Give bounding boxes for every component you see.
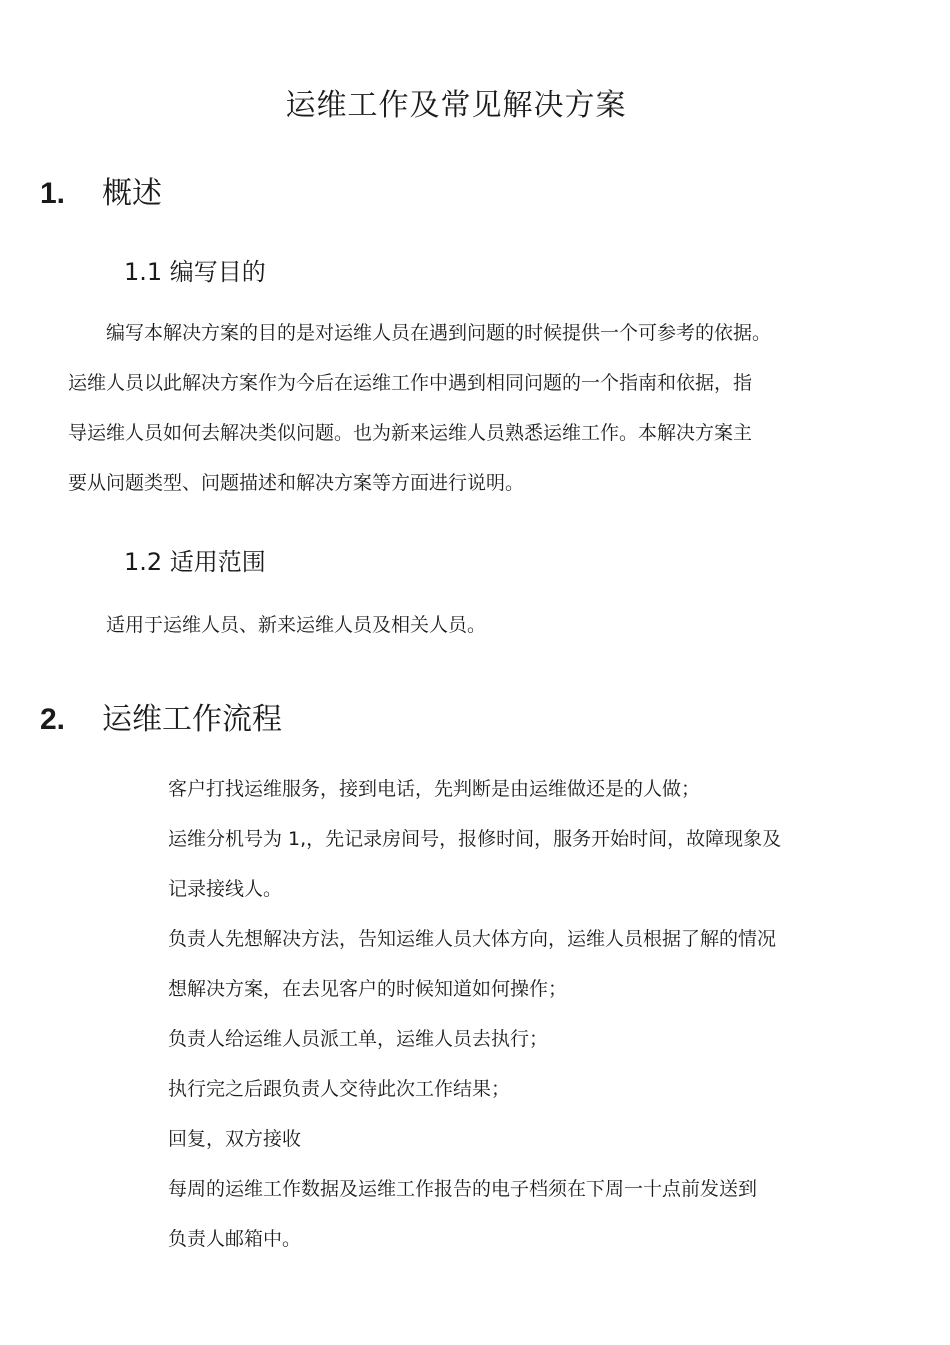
workflow-line: 每周的运维工作数据及运维工作报告的电子档须在下周一十点前发送到: [168, 1178, 758, 1200]
workflow-line: 回复，双方接收: [168, 1128, 302, 1150]
document-title: 运维工作及常见解决方案: [285, 88, 627, 123]
section-2-heading: [40, 694, 282, 738]
subsection-1-1-paragraph: [68, 308, 848, 508]
subsection-1-2-paragraph: [68, 600, 848, 650]
subsection-1-2-heading: 1.2 适用范围: [124, 548, 266, 576]
paragraph-line: 编写本解决方案的目的是对运维人员在遇到问题的时候提供一个可参考的依据。: [106, 322, 772, 344]
workflow-line: 运维分机号为 1,，先记录房间号，报修时间，服务开始时间，故障现象及: [168, 828, 782, 850]
section-1-heading: [40, 168, 162, 212]
workflow-line: 负责人邮箱中。: [168, 1228, 302, 1250]
paragraph-line: 适用于运维人员、新来运维人员及相关人员。: [106, 614, 487, 636]
paragraph-line: 运维人员以此解决方案作为今后在运维工作中遇到相同问题的一个指南和依据，指: [68, 372, 753, 394]
workflow-line: 负责人先想解决方法，告知运维人员大体方向，运维人员根据了解的情况: [168, 928, 777, 950]
workflow-line: 执行完之后跟负责人交待此次工作结果；: [168, 1078, 511, 1100]
paragraph-line: 导运维人员如何去解决类似问题。也为新来运维人员熟悉运维工作。本解决方案主: [68, 422, 753, 444]
workflow-line: 想解决方案，在去见客户的时候知道如何操作；: [168, 978, 568, 1000]
workflow-line: 负责人给运维人员派工单，运维人员去执行；: [168, 1028, 549, 1050]
subsection-1-1-heading: 1.1 编写目的: [124, 258, 266, 286]
workflow-line: 记录接线人。: [168, 878, 283, 900]
section-2-number: 2.: [40, 703, 66, 736]
section-1-title: 概述: [102, 176, 162, 211]
workflow-steps: [168, 764, 868, 1264]
workflow-line: 客户打找运维服务，接到电话，先判断是由运维做还是的人做；: [168, 778, 701, 800]
paragraph-line: 要从问题类型、问题描述和解决方案等方面进行说明。: [68, 472, 525, 494]
section-1-number: 1.: [40, 177, 66, 210]
section-2-title: 运维工作流程: [102, 702, 282, 737]
